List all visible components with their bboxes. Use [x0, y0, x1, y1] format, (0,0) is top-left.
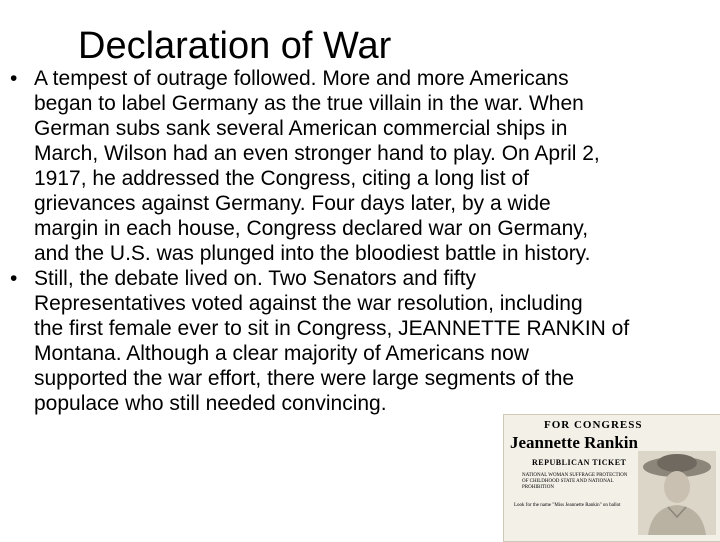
bullet-dot-icon: • — [10, 67, 18, 90]
bullet-1-line-6: grievances against Germany. Four days later, by a wide — [34, 192, 551, 215]
bullet-2-line-5: supported the war effort, there were large segments of the — [34, 367, 575, 390]
bullet-dot-icon: • — [10, 267, 18, 290]
portrait-photo — [638, 451, 716, 535]
bullet-item-1 — [6, 66, 714, 266]
bullet-1-line-5: 1917, he addressed the Congress, citing a long list of — [34, 167, 529, 190]
bullet-1-line-8: and the U.S. was plunged into the bloodiest battle in history. — [34, 242, 591, 265]
bullet-2-line-1: Still, the debate lived on. Two Senators and fifty — [34, 267, 477, 290]
bullet-2-line-2: Representatives voted against the war resolution, including — [34, 292, 583, 315]
poster-ticket: REPUBLICAN TICKET — [532, 458, 627, 467]
bullet-1-line-1: A tempest of outrage followed. More and more Americans — [34, 67, 569, 90]
bullet-1-line-2: began to label Germany as the true villain in the war. When — [34, 92, 584, 115]
slide-title: Declaration of War — [78, 25, 392, 67]
campaign-poster-image — [503, 414, 720, 542]
bullet-item-2 — [6, 266, 714, 416]
portrait-icon — [638, 451, 716, 535]
bullet-1-line-3: German subs sank several American commercial ships in — [34, 117, 568, 140]
poster-look-for: Look for the name "Miss Jeannette Rankin" on ballot — [514, 503, 621, 508]
poster-planks: NATIONAL WOMAN SUFFRAGE PROTECTION OF CHILDHOOD STATE AND NATIONAL PROHIBITION — [522, 473, 628, 490]
bullet-list — [6, 66, 714, 416]
bullet-1-line-7: margin in each house, Congress declared war on Germany, — [34, 217, 589, 240]
poster-heading: FOR CONGRESS — [544, 419, 643, 431]
poster-candidate-name: Jeannette Rankin — [510, 433, 638, 452]
bullet-2-line-4: Montana. Although a clear majority of Americans now — [34, 342, 529, 365]
bullet-2-line-6: populace who still needed convincing. — [34, 392, 387, 415]
bullet-1-line-4: March, Wilson had an even stronger hand to play. On April 2, — [34, 142, 600, 165]
bullet-2-line-3: the first female ever to sit in Congress, JEANNETTE RANKIN of — [34, 317, 630, 340]
